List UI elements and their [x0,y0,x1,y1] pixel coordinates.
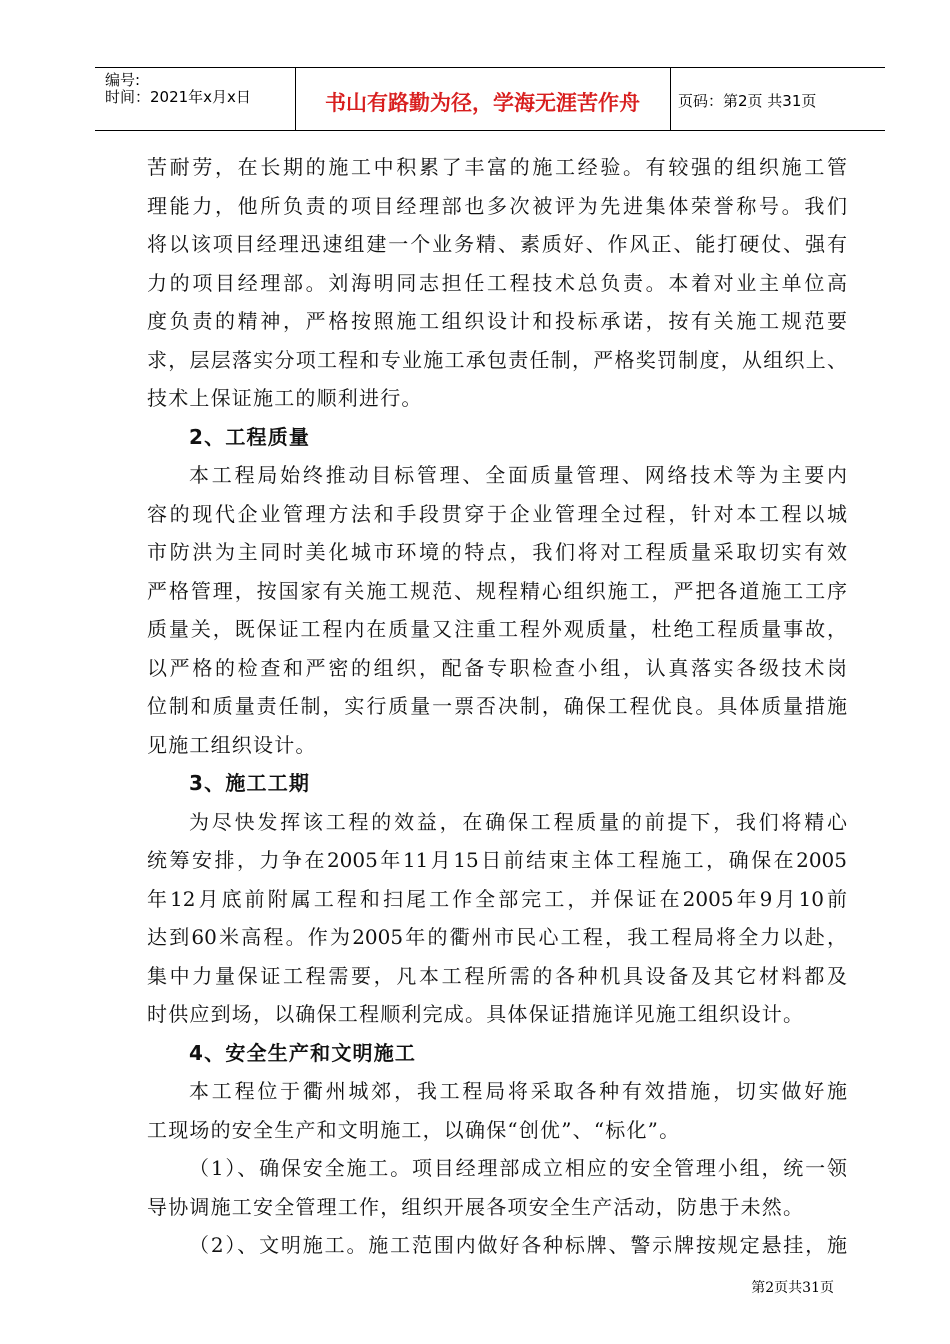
text-line: 以严格的检查和严密的组织，配备专职检查小组，认真落实各级技术岗 [147,655,847,680]
text-line: （2）、文明施工。施工范围内做好各种标牌、警示牌按规定悬挂，施 [189,1233,847,1257]
text-line: 度负责的精神，严格按照施工组织设计和投标承诺，按有关施工规范要 [147,309,847,333]
document-body [147,148,847,1265]
page-header [95,67,885,131]
text-line: 苦耐劳，在长期的施工中积累了丰富的施工经验。有较强的组织施工管 [147,155,847,179]
header-meta [105,72,251,106]
text-line: 力的项目经理部。刘海明同志担任工程技术总负责。本着对业主单位高 [147,270,847,295]
section-heading: 2、工程质量 [189,424,311,449]
page-footer: 第2页共31页 [751,1280,834,1296]
text-line: 集中力量保证工程需要，凡本工程所需的各种机具设备及其它材料都及 [147,963,847,988]
text-line: 将以该项目经理迅速组建一个业务精、素质好、作风正、能打硬仗、强有 [147,232,847,256]
text-line: 位制和质量责任制，实行质量一票否决制，确保工程优良。具体质量措施 [147,694,847,718]
text-line: 容的现代企业管理方法和手段贯穿于企业管理全过程，针对本工程以城 [147,501,847,526]
time-label: 时间：2021年x月x日 [105,88,251,106]
text-line: 技术上保证施工的顺利进行。 [147,386,423,410]
text-line: 工现场的安全生产和文明施工，以确保“创优”、“标化”。 [147,1117,681,1142]
text-line: 求，层层落实分项工程和专业施工承包责任制，严格奖罚制度，从组织上、 [147,347,847,372]
header-page-label: 页码：第2页 共31页 [678,92,817,110]
header-divider [670,68,671,130]
text-line: （1）、确保安全施工。项目经理部成立相应的安全管理小组，统一领 [189,1156,847,1180]
header-motto: 书山有路勤为径，学海无涯苦作舟 [325,91,640,115]
text-line: 统筹安排，力争在2005年11月15日前结束主体工程施工，确保在2005 [147,848,847,872]
text-line: 本工程局始终推动目标管理、全面质量管理、网络技术等为主要内 [189,463,847,487]
text-line: 见施工组织设计。 [147,732,317,757]
number-label: 编号: [105,71,141,89]
text-line: 导协调施工安全管理工作，组织开展各项安全生产活动，防患于未然。 [147,1194,805,1219]
text-line: 达到60米高程。作为2005年的衢州市民心工程，我工程局将全力以赴， [147,925,847,949]
section-heading: 4、安全生产和文明施工 [189,1040,417,1065]
text-line: 理能力，他所负责的项目经理部也多次被评为先进集体荣誉称号。我们 [147,193,847,218]
section-heading: 3、施工工期 [189,771,311,795]
text-line: 质量关，既保证工程内在质量又注重工程外观质量，杜绝工程质量事故， [147,617,847,641]
text-line: 时供应到场，以确保工程顺利完成。具体保证措施详见施工组织设计。 [147,1002,805,1026]
text-line: 为尽快发挥该工程的效益，在确保工程质量的前提下，我们将精心 [189,809,847,834]
text-line: 本工程位于衢州城郊，我工程局将采取各种有效措施，切实做好施 [189,1079,847,1103]
text-line: 市防洪为主同时美化城市环境的特点，我们将对工程质量采取切实有效 [147,540,847,564]
text-line: 严格管理，按国家有关施工规范、规程精心组织施工，严把各道施工工序 [147,578,847,603]
text-line: 年12月底前附属工程和扫尾工作全部完工，并保证在2005年9月10前 [147,886,847,911]
